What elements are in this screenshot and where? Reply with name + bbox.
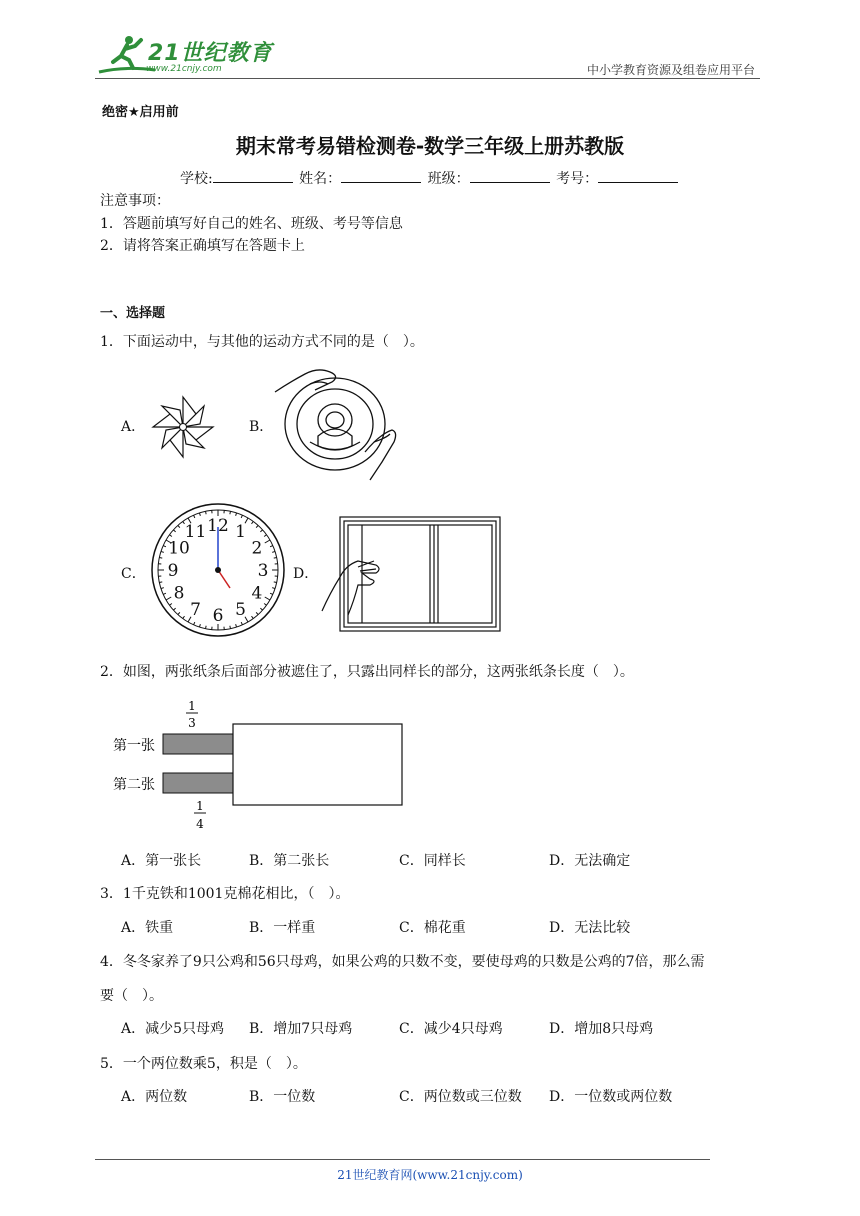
pinwheel-image <box>148 392 218 462</box>
question-stem: 3．1千克铁和1001克棉花相比，（ ）。 <box>100 886 350 902</box>
secret-label: 绝密★启用前 <box>102 105 179 120</box>
strip2-label: 第二张 <box>113 777 155 793</box>
option-c: C．同样长 <box>399 853 466 869</box>
clock-number: 10 <box>168 538 190 559</box>
clock-tick <box>159 582 162 583</box>
notes-item: 2．请将答案正确填写在答题卡上 <box>100 238 305 254</box>
option-d: D．无法比较 <box>549 920 631 936</box>
fraction2-denominator: 4 <box>196 817 204 831</box>
page-title: 期末常考易错检测卷-数学三年级上册苏教版 <box>235 134 625 158</box>
option-a: A．减少5只母鸡 <box>121 1021 225 1037</box>
info-name-field[interactable] <box>341 168 421 183</box>
option-a: A．铁重 <box>121 920 174 936</box>
strip1-label: 第一张 <box>113 738 155 754</box>
clock-tick <box>159 558 162 559</box>
option-d: D．增加8只母鸡 <box>549 1021 654 1037</box>
clock-tick <box>274 582 277 583</box>
fraction1-denominator: 3 <box>188 716 196 730</box>
footer-text: 21世纪教育网(www.21cnjy.com) <box>337 1168 523 1182</box>
info-school-label: 学校: <box>180 171 213 187</box>
option-b: B．一样重 <box>249 920 316 936</box>
option-label: B． <box>249 419 274 435</box>
notes <box>100 190 403 258</box>
clock-number: 5 <box>235 599 246 620</box>
clock-tick <box>206 626 207 629</box>
option-a: A．第一张长 <box>121 853 202 869</box>
notes-heading: 注意事项： <box>100 193 170 209</box>
clock-number: 3 <box>257 561 269 581</box>
info-class-label: 班级： <box>427 171 470 187</box>
student-info-line <box>180 168 680 188</box>
clock-number: 4 <box>251 583 263 604</box>
question-stem-continued: 要（ ）。 <box>100 988 163 1004</box>
sliding-window-image <box>318 515 504 635</box>
steering-wheel-image <box>270 362 405 487</box>
logo-text: 21世纪教育 <box>148 41 273 66</box>
option-label: C． <box>121 566 146 582</box>
paper-strips-figure <box>105 698 405 833</box>
option-d: D．无法确定 <box>549 853 631 869</box>
info-number-field[interactable] <box>598 168 678 183</box>
fraction1-numerator: 1 <box>188 699 196 713</box>
info-name-label: 姓名： <box>299 171 342 187</box>
option-c: C．减少4只母鸡 <box>399 1021 503 1037</box>
notes-item: 1．答题前填写好自己的姓名、班级、考号等信息 <box>100 215 403 232</box>
clock-number: 12 <box>207 516 229 536</box>
footer-divider <box>95 1159 710 1160</box>
option-b: B．增加7只母鸡 <box>249 1021 353 1037</box>
clock-image <box>150 502 286 638</box>
clock-tick <box>230 626 231 629</box>
option-d: D．一位数或两位数 <box>549 1089 673 1105</box>
option-c: C．两位数或三位数 <box>399 1089 522 1105</box>
clock-tick <box>230 511 231 514</box>
fraction2-numerator: 1 <box>196 799 204 813</box>
logo-url: www.21cnjy.com <box>146 64 222 74</box>
option-label: A． <box>121 419 146 435</box>
option-label: D． <box>293 566 319 582</box>
question-stem: 4．冬冬家养了9只公鸡和56只母鸡，如果公鸡的只数不变，要使母鸡的只数是公鸡的7倍，那么需 <box>100 954 705 970</box>
clock-number: 1 <box>235 522 246 543</box>
clock-number: 6 <box>212 606 224 626</box>
header-divider <box>95 78 760 79</box>
clock-tick <box>206 511 207 514</box>
option-b: B．第二张长 <box>249 853 330 869</box>
platform-label: 中小学教育资源及组卷应用平台 <box>586 63 755 77</box>
option-a: A．两位数 <box>121 1089 188 1105</box>
section-title: 一、选择题 <box>100 306 166 321</box>
clock-tick <box>274 558 277 559</box>
clock-number: 8 <box>173 583 185 604</box>
question-stem: 5．一个两位数乘5，积是（ ）。 <box>100 1056 307 1072</box>
option-c: C．棉花重 <box>399 920 466 936</box>
clock-number: 2 <box>251 538 263 559</box>
option-b: B．一位数 <box>249 1089 316 1105</box>
question-stem: 1．下面运动中，与其他的运动方式不同的是（ ）。 <box>100 334 424 350</box>
info-school-field[interactable] <box>213 168 293 183</box>
clock-number: 9 <box>167 561 179 581</box>
question-stem: 2．如图，两张纸条后面部分被遮住了，只露出同样长的部分，这两张纸条长度（ ）。 <box>100 664 634 680</box>
info-class-field[interactable] <box>470 168 550 183</box>
clock-number: 7 <box>190 599 201 620</box>
info-number-label: 考号： <box>556 171 599 187</box>
clock-number: 11 <box>184 522 207 543</box>
